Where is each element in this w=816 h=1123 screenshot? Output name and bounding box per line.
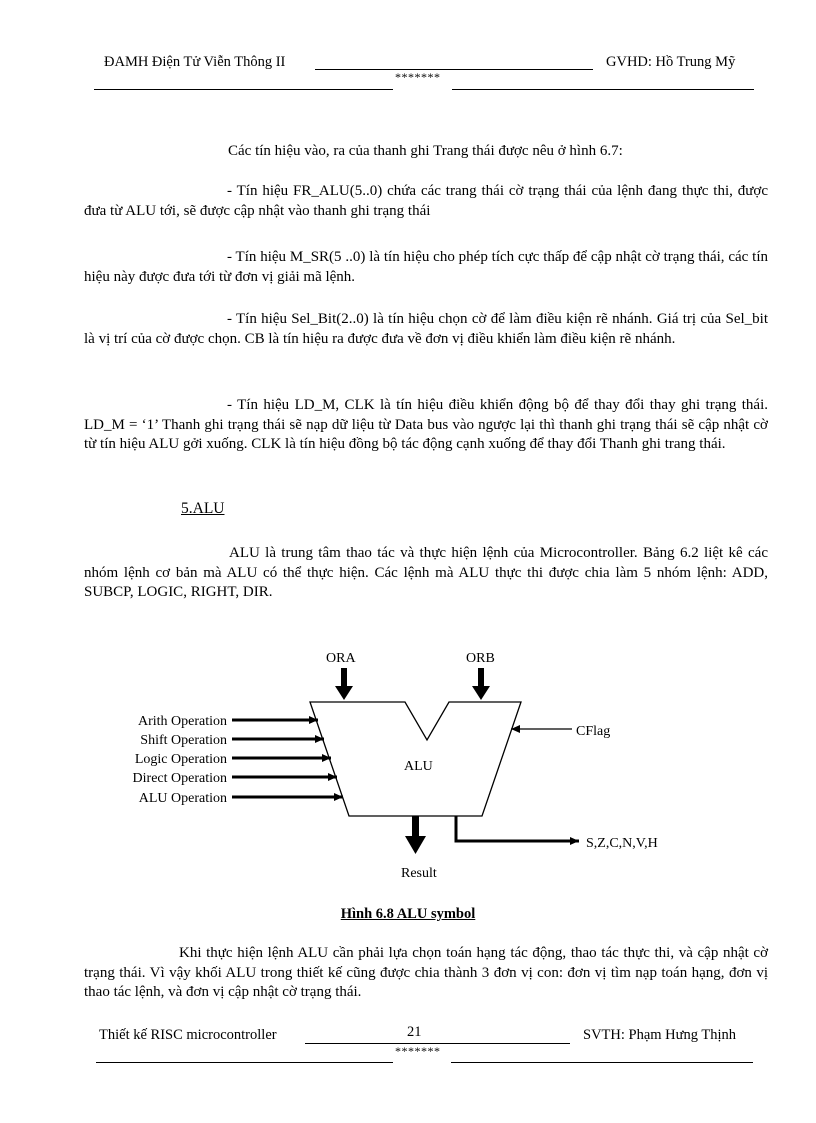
input-ora-arrow-head — [335, 686, 353, 700]
footer-title-right: SVTH: Phạm Hưng Thịnh — [583, 1027, 737, 1043]
paragraph-sel-bit: - Tín hiệu Sel_Bit(2..0) là tín hiệu chọn cờ để làm điều kiện rẽ nhánh. Giá trị của Sel_bit là vị trí của cờ được chọn. CB là tín hiệu ra được đưa về đơn vị điều khiển làm điều kiện rẽ nhánh. — [84, 311, 768, 347]
input-ora-label: ORA — [326, 651, 356, 666]
footer-rule-left — [96, 1062, 393, 1063]
flags-output-arrow — [456, 816, 579, 841]
intro-text: Các tín hiệu vào, ra của thanh ghi Trang thái được nêu ở hình 6.7: — [228, 143, 623, 159]
header-rule-left — [94, 89, 393, 90]
input-orb-arrow-shaft — [478, 668, 484, 688]
header-title-left: ĐAMH Điện Tử Viễn Thông II — [104, 54, 286, 70]
input-orb-label: ORB — [466, 651, 495, 666]
footer-rule-right — [451, 1062, 753, 1063]
section-title-alu: 5.ALU — [181, 500, 225, 517]
paragraph-alu-units: Khi thực hiện lệnh ALU cần phải lựa chọn toán hạng tác động, thao tác thực thi, và cập nhật cờ trạng thái. Vì vậy khối ALU trong thiết kế cũng được chia thành 3 đơn vị con: đơn vị tìm nạp toán hạng, đơn vị thao tác lệnh, và đơn vị cập nhật cờ trạng thái. — [84, 945, 768, 1000]
left-input-label-logic: Logic Operation — [134, 752, 227, 767]
footer-title-left: Thiết kế RISC microcontroller — [99, 1027, 277, 1043]
flags-output-label: S,Z,C,N,V,H — [586, 836, 658, 851]
header-title-right: GVHD: Hồ Trung Mỹ — [606, 54, 736, 70]
paragraph-alu-intro: ALU là trung tâm thao tác và thực hiện lệnh của Microcontroller. Bảng 6.2 liệt kê các nhóm lệnh cơ bản mà ALU có thể thực hiện. Các lệnh mà ALU thực thi được chia làm 5 nhóm lệnh: ADD, SUBCP, LOGIC, RIGHT, DIR. — [84, 545, 768, 600]
alu-symbol-figure — [0, 640, 816, 890]
footer-stars: ******* — [395, 1044, 441, 1058]
cflag-label: CFlag — [576, 724, 611, 739]
input-ora-arrow-shaft — [341, 668, 347, 688]
header-stars: ******* — [395, 70, 441, 84]
left-input-label-direct: Direct Operation — [132, 771, 227, 786]
left-input-label-shift: Shift Operation — [140, 733, 227, 748]
header-rule-right — [452, 89, 754, 90]
alu-label: ALU — [404, 759, 433, 774]
header-divider-line — [315, 69, 593, 70]
result-arrow-shaft — [412, 816, 419, 838]
paragraph-fr-alu: - Tín hiệu FR_ALU(5..0) chứa các trang thái cờ trạng thái của lệnh đang thực thi, được đưa từ ALU tới, sẽ được cập nhật vào thanh ghi trạng thái — [84, 183, 768, 219]
paragraph-m-sr: - Tín hiệu M_SR(5 ..0) là tín hiệu cho phép tích cực thấp để cập nhật cờ trạng thái, các tín hiệu này được đưa tới từ đơn vị giải mã lệnh. — [84, 249, 768, 285]
result-arrow-head — [405, 836, 426, 854]
figure-caption: Hình 6.8 ALU symbol — [340, 906, 476, 922]
input-orb-arrow-head — [472, 686, 490, 700]
result-label: Result — [401, 866, 437, 881]
left-input-label-alu: ALU Operation — [138, 791, 227, 806]
page-number: 21 — [407, 1024, 422, 1040]
left-input-label-arith: Arith Operation — [137, 714, 227, 729]
paragraph-ld-m-clk: - Tín hiệu LD_M, CLK là tín hiệu điều khiển động bộ để thay đổi thay ghi trạng thái. LD_M = ‘1’ Thanh ghi trạng thái sẽ nạp dữ liệu từ Data bus vào ngược lại thì thanh ghi trạng thái sẽ cập nhật cờ từ tín hiệu ALU gởi xuống. CLK là tín hiệu đồng bộ tác động cạnh xuống để thay đổi Thanh ghi trang thái. — [84, 397, 768, 452]
